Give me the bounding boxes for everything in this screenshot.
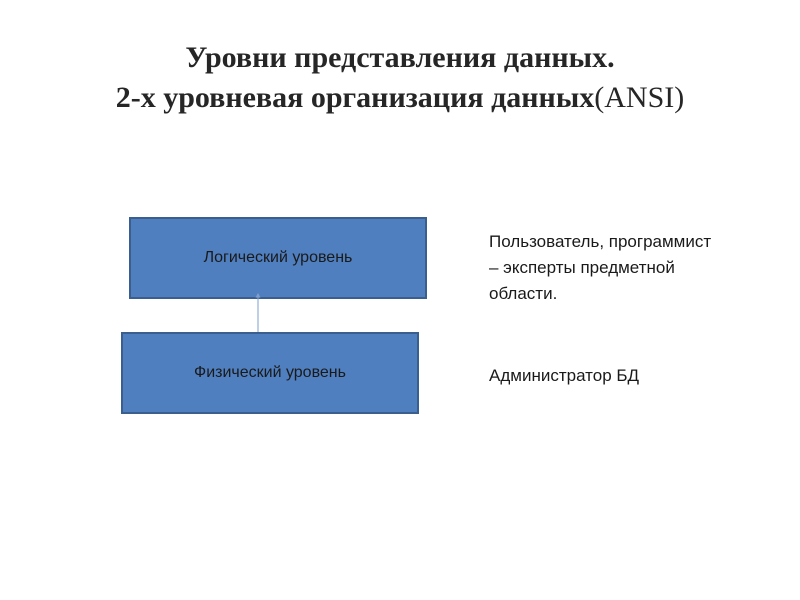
slide-title [0, 38, 800, 118]
title-line-2-ansi: (ANSI) [594, 81, 685, 114]
users-note [489, 229, 779, 307]
logical-level-label: Логический уровень [203, 249, 353, 266]
connector-arrowhead-up [256, 293, 261, 298]
users-note-line-3: области. [489, 284, 558, 303]
title-line-2 [0, 78, 800, 118]
title-line-2-main: 2-х уровневая организация данных [115, 81, 595, 114]
physical-level-label: Физический уровень [194, 364, 346, 381]
admin-note: Администратор БД [489, 366, 640, 385]
logical-level-box [129, 217, 427, 299]
users-note-line-2: – эксперты предметной [489, 258, 675, 277]
title-line-1: Уровни представления данных. [185, 41, 615, 74]
users-note-line-1: Пользователь, программист [489, 232, 712, 251]
physical-level-box [121, 332, 419, 414]
